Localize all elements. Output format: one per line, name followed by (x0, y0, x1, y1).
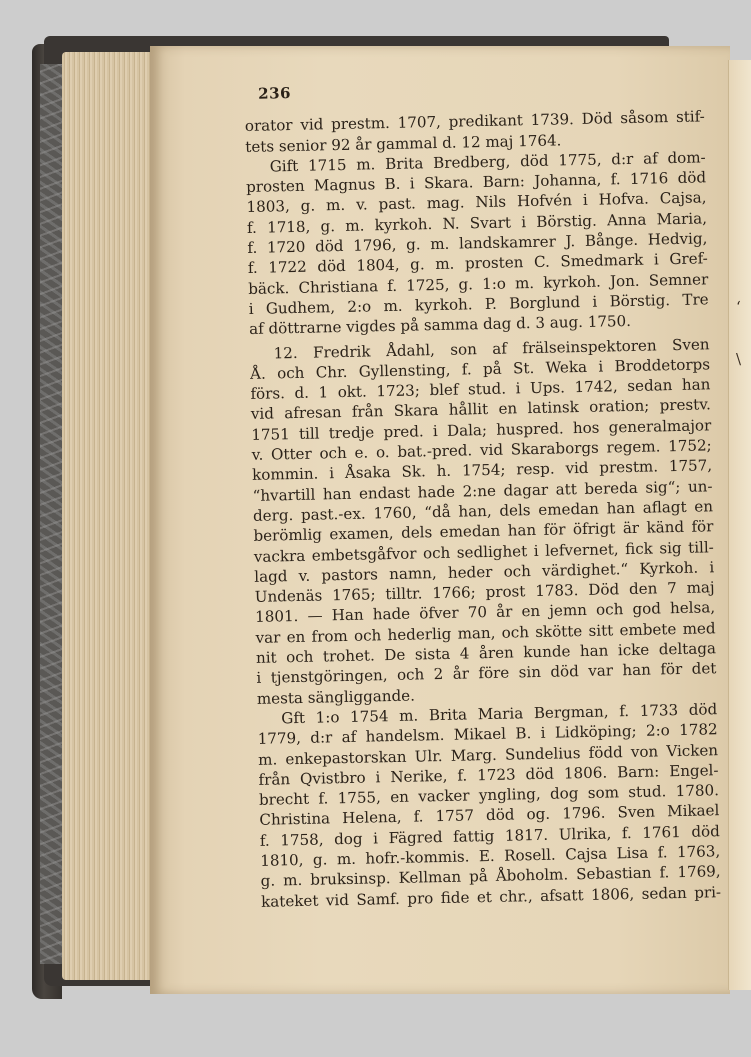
text-lines (245, 107, 722, 912)
text-line: orator vid prestm. 1707, predikant 1739. Död såsom stif- (244, 107, 705, 136)
page-edges (62, 52, 162, 980)
text-line: prosten Magnus B. i Skara. Barn: Johanna, f. 1716 död (245, 168, 707, 197)
text-line: berömlig examen, dels emedan han för öfrigt är känd för (253, 517, 714, 546)
text-line: lagd v. pastors namn, heder och värdighet.“ Kyrkoh. i (254, 558, 715, 586)
page-text (244, 74, 721, 911)
text-line: från Qvistbro i Nerike, f. 1723 död 1806. Barn: Engel- (258, 761, 719, 789)
text-line: vackra embetsgåfvor och sedlighet i lefvernet, fick sig till- (253, 537, 714, 566)
text-line: g. m. bruksinsp. Kellman på Åboholm. Sebastian f. 1769, (260, 862, 721, 891)
text-line: tets senior 92 år gammal d. 12 maj 1764. (245, 130, 562, 156)
text-line: bäck. Christiana f. 1725, g. 1:o m. kyrkoh. Jon. Semner (248, 269, 709, 298)
text-line: Christina Helena, f. 1757 död og. 1796. Sven Mikael (259, 801, 720, 830)
text-line: var en from och hederlig man, och skötte sitt embete med (255, 618, 716, 647)
text-line: i Gudhem, 2:o m. kyrkoh. P. Borglund i Börstig. Tre (248, 290, 709, 318)
text-line: f. 1718, g. m. kyrkoh. N. Svart i Börstig. Anna Maria, (246, 209, 708, 237)
text-line: Gift 1715 m. Brita Bredberg, död 1775, d:r af dom- (269, 148, 706, 176)
text-line: Å. och Chr. Gyllensting, f. på St. Weka i Broddetorps (249, 355, 711, 383)
text-line: i tjenstgöringen, och 2 år före sin död var han för det (256, 659, 717, 688)
text-line: mesta sängliggande. (256, 686, 416, 708)
text-line: f. 1720 död 1796, g. m. landskamrer J. Bånge. Hedvig, (247, 229, 708, 258)
text-line: f. 1722 död 1804, g. m. prosten C. Smedmark i Gref- (247, 249, 708, 278)
text-line: nit och trohet. De sista 4 åren kunde han icke deltaga (255, 639, 717, 667)
page-number: 236 (258, 84, 292, 103)
text-line: 1810, g. m. hofr.-kommis. E. Rosell. Cajsa Lisa f. 1763, (260, 842, 721, 870)
text-line: “hvartill han endast hade 2:ne dagar att bereda sig“; un- (252, 476, 713, 505)
facing-page-edge (728, 60, 751, 990)
text-line: brecht f. 1755, en vacker yngling, dog som stud. 1780. (258, 781, 720, 809)
text-line: kommin. i Åsaka Sk. h. 1754; resp. vid prestm. 1757, (252, 456, 713, 485)
text-line: f. 1758, dog i Fägred fattig 1817. Ulrika, f. 1761 död (259, 821, 720, 850)
text-line: kateket vid Samf. pro fide et chr., afsatt 1806, sedan pri- (260, 882, 722, 911)
text-line: 12. Fredrik Ådahl, son af frälseinspektoren Sven (273, 334, 710, 362)
text-line: Undenäs 1765; tilltr. 1766; prost 1783. Död den 7 maj (254, 578, 715, 607)
text-line: 1803, g. m. v. past. mag. Nils Hofvén i Hofva. Cajsa, (246, 188, 707, 217)
text-line: 1801. — Han hade öfver 70 år en jemn och god helsa, (254, 598, 716, 627)
text-line: förs. d. 1 okt. 1723; blef stud. i Ups. 1742, sedan han (250, 375, 711, 404)
text-line: v. Otter och e. o. bat.-pred. vid Skaraborgs regem. 1752; (251, 436, 712, 464)
text-line: Gft 1:o 1754 m. Brita Maria Bergman, f. 1733 död (281, 700, 718, 728)
text-line: vid afresan från Skara hållit en latinsk oration; prestv. (250, 395, 712, 424)
text-line: 1779, d:r af handelsm. Mikael B. i Lidköping; 2:o 1782 (257, 720, 718, 749)
text-line: 1751 till tredje pred. i Dala; huspred. hos generalmajor (251, 416, 712, 444)
text-line: m. enkepastorskan Ulr. Marg. Sundelius född von Vicken (257, 740, 719, 769)
text-line: af döttrarne vigdes på samma dag d. 3 aug. 1750. (248, 312, 632, 339)
margin-mark: \ (736, 350, 742, 368)
margin-mark: ‘ (736, 298, 741, 316)
text-line: derg. past.-ex. 1760, “då han, dels emedan han aflagt en (252, 497, 714, 525)
